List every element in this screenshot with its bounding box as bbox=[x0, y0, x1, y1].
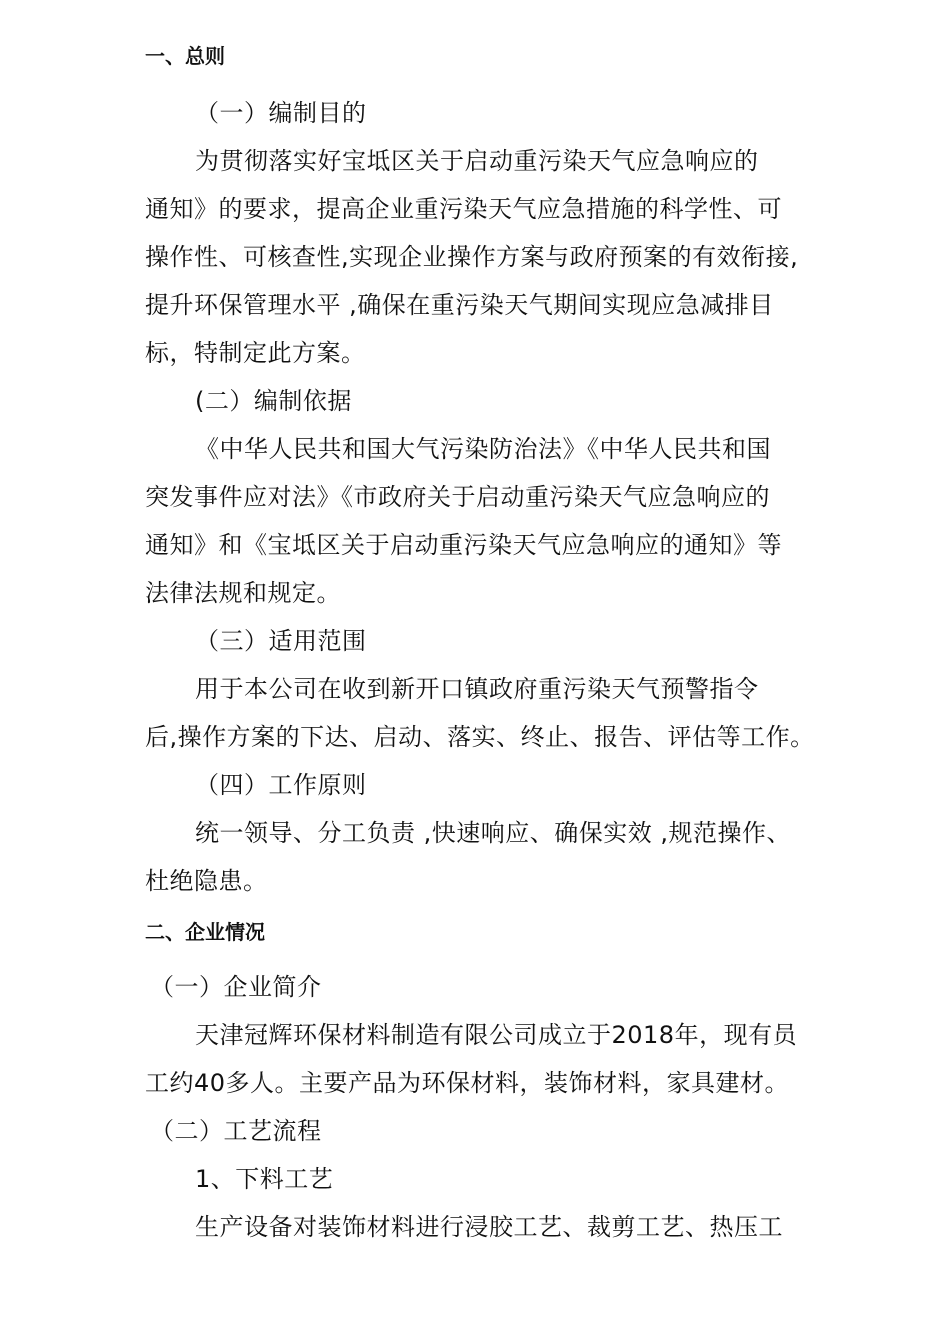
paragraph-line: 为贯彻落实好宝坻区关于启动重污染天气应急响应的 bbox=[195, 147, 759, 175]
paragraph-line: 通知》和《宝坻区关于启动重污染天气应急响应的通知》等 bbox=[145, 531, 782, 559]
subsection-title-basis: (二）编制依据 bbox=[195, 387, 352, 415]
subsection-title-purpose: （一）编制目的 bbox=[195, 99, 367, 127]
paragraph-line: 突发事件应对法》《市政府关于启动重污染天气应急响应的 bbox=[145, 483, 770, 511]
subsection-title-principles: （四）工作原则 bbox=[195, 771, 367, 799]
paragraph-line: 生产设备对装饰材料进行浸胶工艺、裁剪工艺、热压工 bbox=[195, 1213, 783, 1241]
paragraph-line: 提升环保管理水平 ,确保在重污染天气期间实现应急减排目 bbox=[145, 291, 774, 319]
paragraph-line: 法律法规和规定。 bbox=[145, 579, 341, 607]
paragraph-line: 杜绝隐患。 bbox=[145, 867, 268, 895]
subsection-title-profile: （一）企业简介 bbox=[150, 973, 322, 1001]
subsection-title-process: （二）工艺流程 bbox=[150, 1117, 322, 1145]
paragraph-line: 后,操作方案的下达、启动、落实、终止、报告、评估等工作。 bbox=[145, 723, 815, 751]
subsection-title-scope: （三）适用范围 bbox=[195, 627, 367, 655]
paragraph-line: 《中华人民共和国大气污染防治法》《中华人民共和国 bbox=[195, 435, 771, 463]
section-heading-enterprise: 二、企业情况 bbox=[145, 920, 265, 944]
paragraph-line: 用于本公司在收到新开口镇政府重污染天气预警指令 bbox=[195, 675, 759, 703]
section-heading-general: 一、总则 bbox=[145, 44, 225, 68]
paragraph-line: 工约40多人。主要产品为环保材料，装饰材料，家具建材。 bbox=[145, 1069, 790, 1097]
paragraph-line: 统一领导、分工负责 ,快速响应、确保实效 ,规范操作、 bbox=[195, 819, 792, 847]
item-title-cutting: 1、下料工艺 bbox=[195, 1165, 334, 1193]
paragraph-line: 通知》的要求，提高企业重污染天气应急措施的科学性、可 bbox=[145, 195, 782, 223]
paragraph-line: 天津冠辉环保材料制造有限公司成立于2018年，现有员 bbox=[195, 1021, 798, 1049]
paragraph-line: 标，特制定此方案。 bbox=[145, 339, 366, 367]
paragraph-line: 操作性、可核查性,实现企业操作方案与政府预案的有效衔接, bbox=[145, 243, 799, 271]
